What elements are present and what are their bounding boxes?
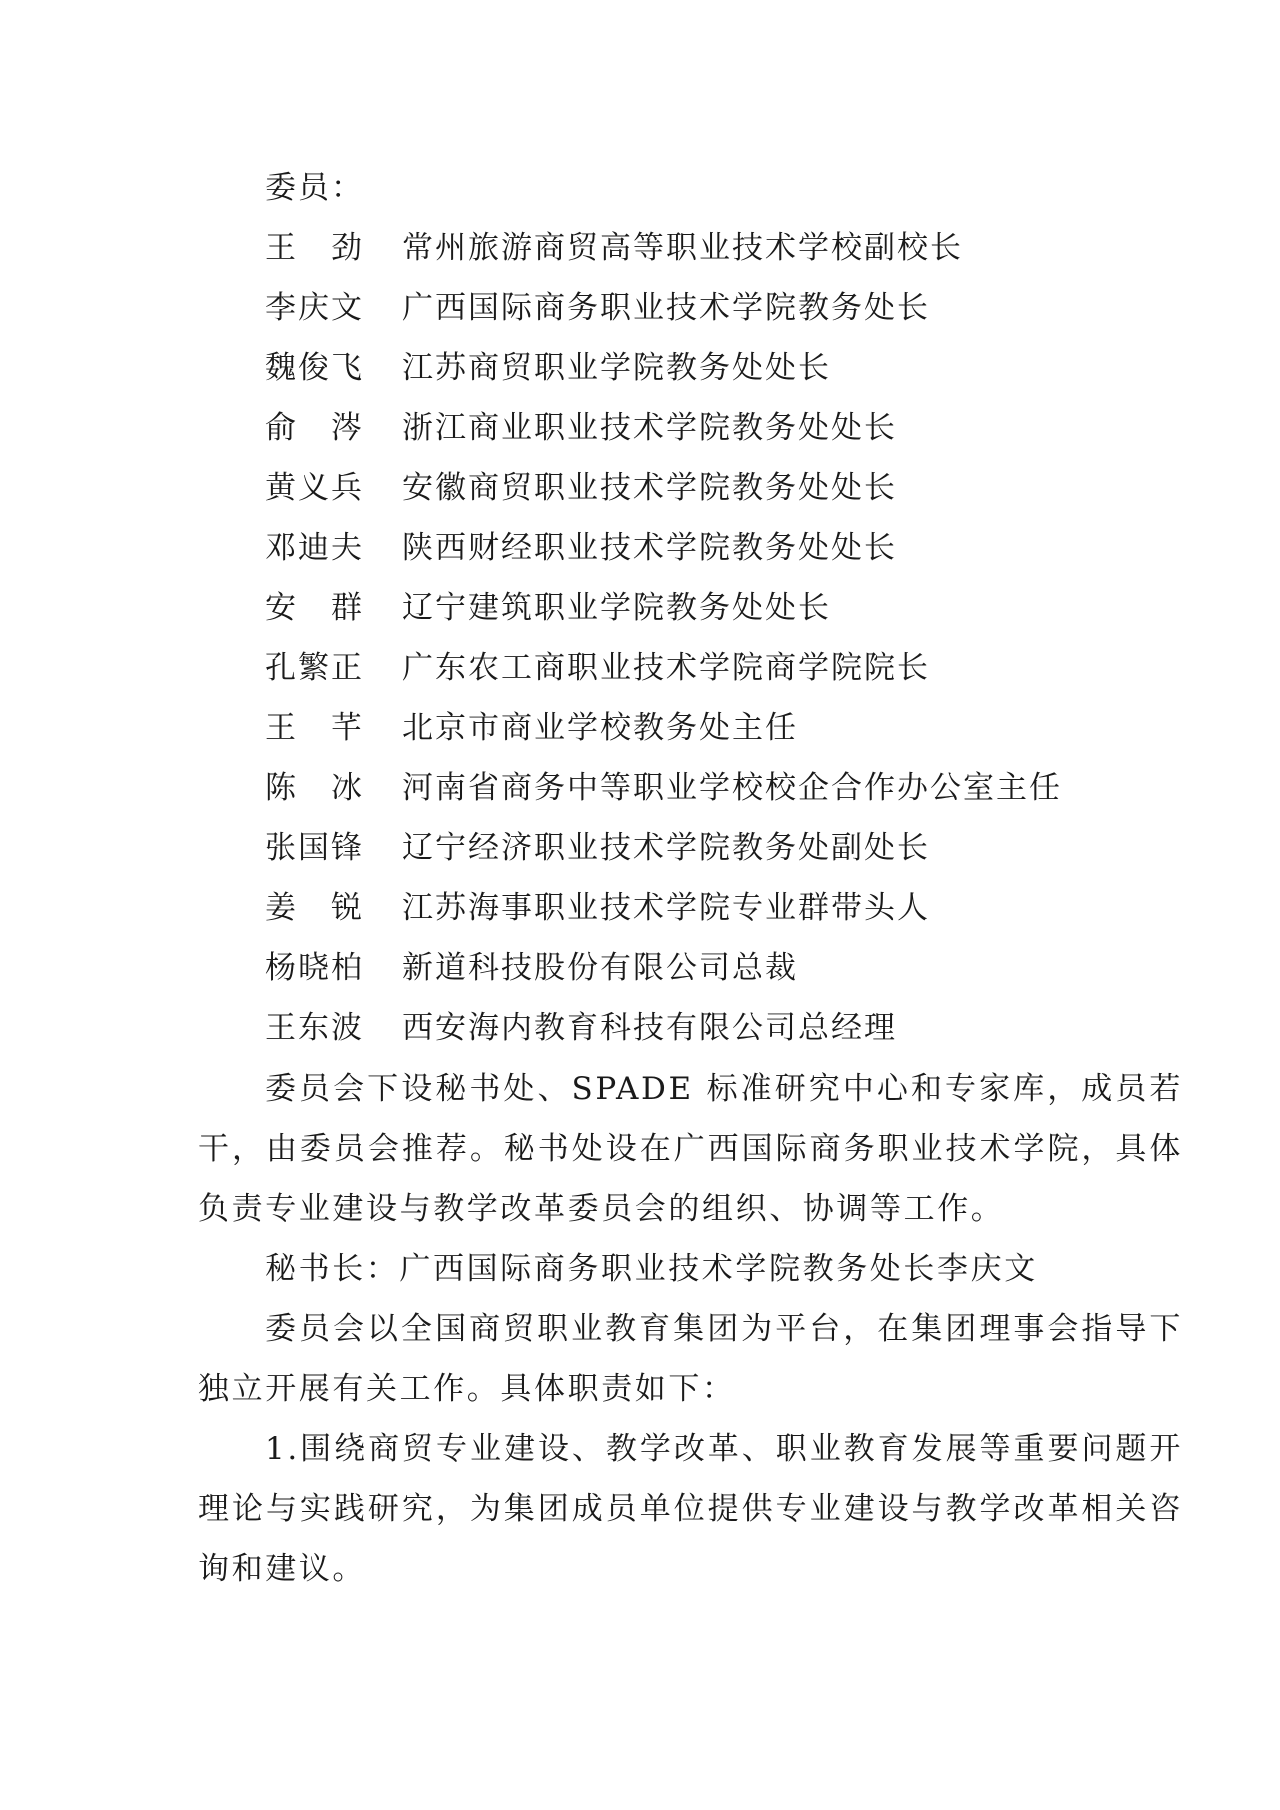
member-name: 邓迪夫 — [265, 530, 364, 566]
member-title: 江苏海事职业技术学院专业群带头人 — [402, 890, 930, 926]
member-title: 辽宁经济职业技术学院教务处副处长 — [402, 830, 930, 866]
member-title: 辽宁建筑职业学院教务处处长 — [402, 590, 831, 626]
member-name: 俞 涔 — [265, 410, 364, 446]
member-row — [265, 1008, 897, 1048]
member-row — [265, 768, 1062, 808]
members-heading: 委员： — [265, 170, 364, 206]
member-title: 常州旅游商贸高等职业技术学校副校长 — [402, 230, 963, 266]
member-row — [265, 828, 930, 868]
member-row — [265, 708, 798, 748]
paragraph-secretariat: 委员会下设秘书处、SPADE 标准研究中心和专家库，成员若干，由委员会推荐。秘书处设在广西国际商务职业技术学院，具体负责专业建设与教学改革委员会的组织、协调等工作。 — [198, 1071, 1183, 1227]
member-row — [265, 408, 897, 448]
member-name: 王 劲 — [265, 230, 364, 266]
member-row — [265, 228, 963, 268]
paragraph-secretary-general: 秘书长：广西国际商务职业技术学院教务处长李庆文 — [265, 1251, 1038, 1287]
member-name: 陈 冰 — [265, 770, 364, 806]
member-row — [265, 948, 798, 988]
paragraph-duty-1: 1.围绕商贸专业建设、教学改革、职业教育发展等重要问题开理论与实践研究，为集团成员单位提供专业建设与教学改革相关咨询和建议。 — [198, 1431, 1183, 1587]
member-title: 陕西财经职业技术学院教务处处长 — [402, 530, 897, 566]
member-title: 广西国际商务职业技术学院教务处长 — [402, 290, 930, 326]
member-row — [265, 288, 930, 328]
member-name: 孔繁正 — [265, 650, 364, 686]
member-row — [265, 468, 897, 508]
member-title: 西安海内教育科技有限公司总经理 — [402, 1010, 897, 1046]
member-title: 广东农工商职业技术学院商学院院长 — [402, 650, 930, 686]
member-title: 新道科技股份有限公司总裁 — [402, 950, 798, 986]
member-name: 李庆文 — [265, 290, 364, 326]
member-title: 浙江商业职业技术学院教务处处长 — [402, 410, 897, 446]
member-row — [265, 588, 831, 628]
member-name: 王东波 — [265, 1010, 364, 1046]
member-name: 杨晓柏 — [265, 950, 364, 986]
member-title: 北京市商业学校教务处主任 — [402, 710, 798, 746]
member-row — [265, 888, 930, 928]
member-name: 王 芊 — [265, 710, 364, 746]
member-row — [265, 348, 831, 388]
member-row — [265, 528, 897, 568]
member-name: 张国锋 — [265, 830, 364, 866]
member-name: 魏俊飞 — [265, 350, 364, 386]
member-name: 安 群 — [265, 590, 364, 626]
member-name: 姜 锐 — [265, 890, 364, 926]
member-row — [265, 648, 930, 688]
member-title: 安徽商贸职业技术学院教务处处长 — [402, 470, 897, 506]
member-title: 江苏商贸职业学院教务处处长 — [402, 350, 831, 386]
member-title: 河南省商务中等职业学校校企合作办公室主任 — [402, 770, 1062, 806]
member-name: 黄义兵 — [265, 470, 364, 506]
paragraph-duties-intro: 委员会以全国商贸职业教育集团为平台，在集团理事会指导下独立开展有关工作。具体职责如下： — [198, 1311, 1183, 1407]
